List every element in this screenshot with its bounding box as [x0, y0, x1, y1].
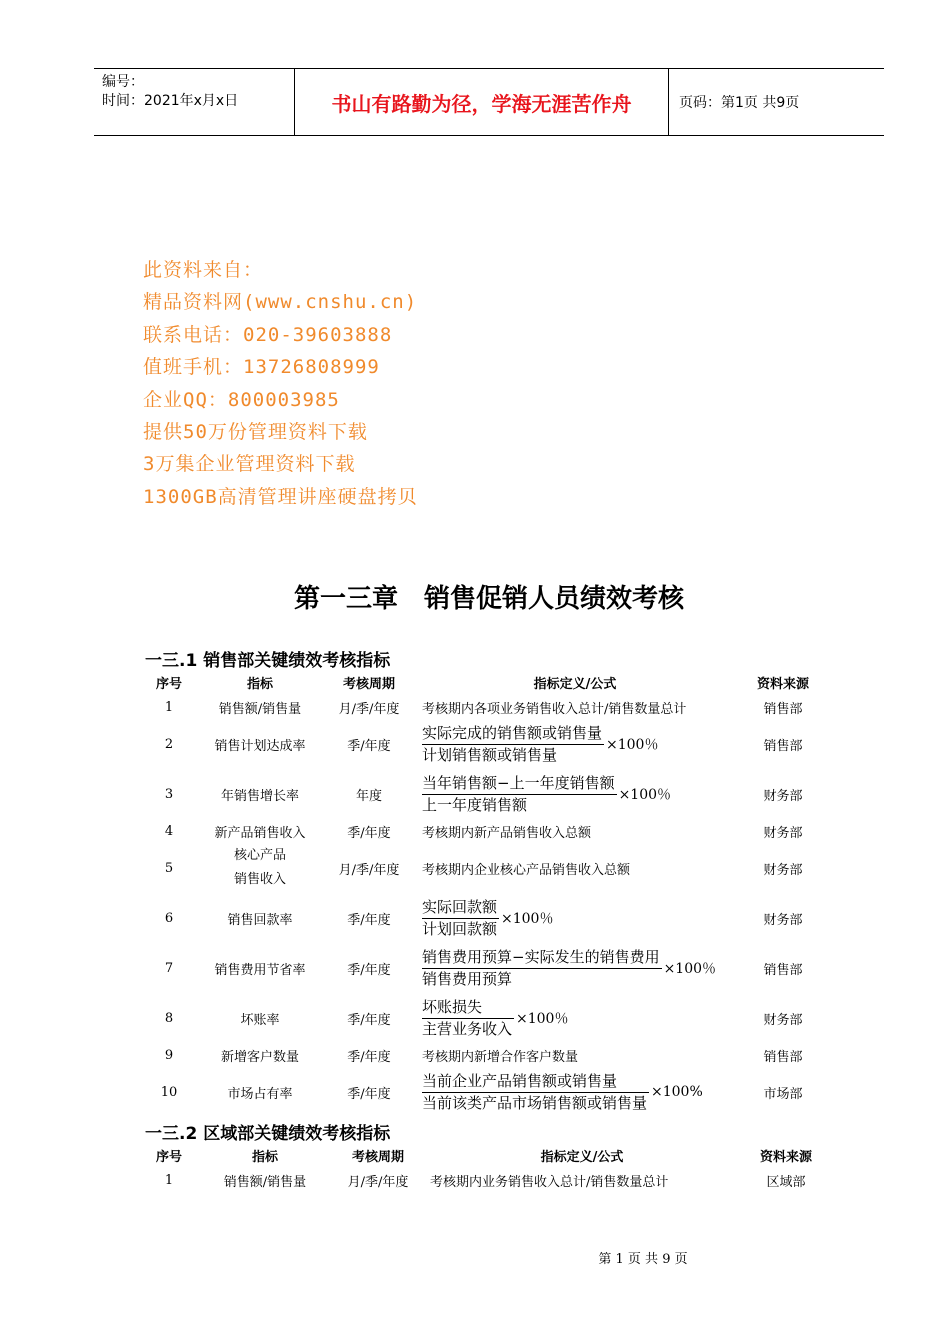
table-row [136, 695, 836, 719]
header-meta [94, 69, 294, 135]
chapter-title: 第一三章 销售促销人员绩效考核 [293, 584, 684, 614]
table-header-row [136, 670, 836, 695]
formula-numerator: 销售费用预算−实际发生的销售费用 [422, 948, 662, 969]
column-header: 资料来源 [756, 677, 809, 692]
formula-multiplier: ×100％ [516, 1011, 569, 1027]
promo-line: 联系电话：020-39603888 [143, 323, 393, 346]
promo-line: 值班手机：13726808999 [143, 356, 380, 379]
data-source: 财务部 [763, 862, 803, 878]
data-source: 区域部 [766, 1174, 806, 1190]
table-row [136, 893, 836, 943]
formula-denominator: 上一年度销售额 [422, 795, 528, 814]
assessment-period: 季/年度 [347, 962, 391, 978]
formula-numerator: 实际回款额 [422, 898, 499, 919]
indicator-name-line: 销售收入 [233, 872, 286, 887]
section-title: 一三.1 销售部关键绩效考核指标 [145, 651, 391, 671]
header-motto: 书山有路勤为径，学海无涯苦作舟 [294, 69, 669, 135]
formula-numerator: 坏账损失 [422, 998, 514, 1019]
column-header: 序号 [155, 1150, 182, 1165]
row-number: 1 [164, 699, 174, 715]
indicator-name [202, 843, 318, 893]
formula [422, 1072, 703, 1113]
document-time: 时间：2021年x月x日 [102, 93, 239, 109]
formula [422, 998, 568, 1039]
assessment-period: 季/年度 [347, 1086, 391, 1102]
indicator-definition [420, 993, 730, 1043]
indicator-name: 新增客户数量 [220, 1049, 299, 1065]
table-row [136, 719, 836, 769]
row-number: 7 [164, 960, 174, 976]
indicator-definition: 考核期内业务销售收入总计/销售数量总计 [430, 1174, 669, 1190]
indicator-name-line: 核心产品 [233, 848, 286, 863]
row-number: 4 [164, 823, 174, 839]
assessment-period: 季/年度 [347, 1049, 391, 1065]
page-footer: 第 1 页 共 9 页 [598, 1252, 688, 1267]
formula-denominator: 计划回款额 [422, 919, 498, 938]
promo-line: 此资料来自： [143, 259, 264, 281]
formula-denominator: 当前该类产品市场销售额或销售量 [422, 1093, 648, 1112]
table-row [136, 819, 836, 843]
row-number: 6 [164, 910, 174, 926]
data-source: 销售部 [763, 962, 803, 978]
promo-line: 1300GB高清管理讲座硬盘拷贝 [143, 485, 418, 508]
row-number: 10 [160, 1084, 178, 1100]
data-source: 财务部 [763, 788, 803, 804]
indicator-name: 销售回款率 [227, 912, 293, 928]
column-header: 序号 [155, 677, 182, 692]
formula-multiplier: ×100％ [606, 737, 659, 753]
header-page-number: 页码：第1页 共9页 [679, 95, 800, 111]
formula-multiplier: ×100% [651, 1084, 703, 1100]
promo-line: 企业QQ：800003985 [143, 388, 340, 411]
formula-multiplier: ×100％ [663, 961, 717, 977]
assessment-period: 年度 [355, 788, 382, 804]
data-source: 财务部 [763, 825, 803, 841]
table-header-row [136, 1143, 836, 1168]
assessment-period: 季/年度 [347, 825, 391, 841]
column-header: 指标定义/公式 [540, 1150, 624, 1165]
formula-multiplier: ×100％ [501, 911, 554, 927]
indicator-definition: 考核期内新增合作客户数量 [422, 1049, 579, 1065]
data-source: 销售部 [763, 1049, 803, 1065]
promo-line: 提供50万份管理资料下载 [143, 421, 368, 444]
formula [422, 948, 716, 989]
row-number: 2 [164, 736, 174, 752]
data-source: 销售部 [763, 738, 803, 754]
indicator-definition [420, 943, 730, 993]
indicator-definition [420, 1067, 730, 1117]
assessment-period: 月/季/年度 [347, 1174, 409, 1190]
assessment-period: 月/季/年度 [338, 701, 400, 717]
table-row [136, 993, 836, 1043]
table-row [136, 769, 836, 819]
table-row [136, 943, 836, 993]
indicator-name: 坏账率 [240, 1012, 280, 1028]
row-number: 8 [164, 1010, 174, 1026]
formula-denominator: 计划销售额或销售量 [422, 745, 558, 764]
column-header: 考核周期 [342, 677, 395, 692]
formula [422, 774, 671, 815]
formula-numerator: 当前企业产品销售额或销售量 [422, 1072, 649, 1093]
table-row [136, 1043, 836, 1067]
indicator-name: 销售费用节省率 [214, 962, 306, 978]
page-header [94, 68, 884, 136]
indicator-definition: 考核期内企业核心产品销售收入总额 [422, 862, 631, 878]
column-header: 资料来源 [759, 1150, 812, 1165]
indicator-name: 年销售增长率 [220, 788, 299, 804]
formula-multiplier: ×100％ [618, 787, 672, 803]
row-number: 1 [164, 1172, 174, 1188]
indicator-definition: 考核期内各项业务销售收入总计/销售数量总计 [422, 701, 687, 717]
data-source: 财务部 [763, 1012, 803, 1028]
promo-block [143, 254, 418, 513]
table-row [136, 1067, 836, 1117]
formula-numerator: 当年销售额−上一年度销售额 [422, 774, 617, 795]
document-number: 编号： [102, 74, 144, 90]
column-header: 指标 [246, 677, 273, 692]
column-header: 指标定义/公式 [533, 677, 617, 692]
formula-numerator: 实际完成的销售额或销售量 [422, 724, 604, 745]
assessment-period: 月/季/年度 [338, 862, 400, 878]
column-header: 考核周期 [351, 1150, 404, 1165]
row-number: 5 [164, 860, 174, 876]
indicator-definition: 考核期内新产品销售收入总额 [422, 825, 592, 841]
promo-line: 精品资料网(www.cnshu.cn) [143, 291, 418, 314]
indicator-definition [420, 893, 730, 943]
promo-line: 3万集企业管理资料下载 [143, 453, 356, 476]
table-row [136, 843, 836, 893]
indicator-definition [420, 719, 730, 769]
kpi-table-sales [136, 670, 836, 1117]
data-source: 财务部 [763, 912, 803, 928]
indicator-name: 新产品销售收入 [214, 825, 306, 841]
assessment-period: 季/年度 [347, 1012, 391, 1028]
data-source: 销售部 [763, 701, 803, 717]
formula [422, 898, 553, 939]
indicator-name: 销售计划达成率 [214, 738, 306, 754]
assessment-period: 季/年度 [347, 738, 391, 754]
formula-denominator: 销售费用预算 [422, 969, 513, 988]
table-row [136, 1168, 836, 1192]
indicator-definition [420, 769, 730, 819]
row-number: 3 [164, 786, 174, 802]
formula-denominator: 主营业务收入 [422, 1019, 513, 1038]
data-source: 市场部 [763, 1086, 803, 1102]
indicator-name: 销售额/销售量 [218, 701, 302, 717]
indicator-name: 销售额/销售量 [223, 1174, 307, 1190]
kpi-table-region [136, 1143, 836, 1192]
row-number: 9 [164, 1047, 174, 1063]
indicator-name: 市场占有率 [227, 1086, 293, 1102]
assessment-period: 季/年度 [347, 912, 391, 928]
formula [422, 724, 658, 765]
column-header: 指标 [251, 1150, 278, 1165]
section-title: 一三.2 区域部关键绩效考核指标 [145, 1124, 391, 1144]
